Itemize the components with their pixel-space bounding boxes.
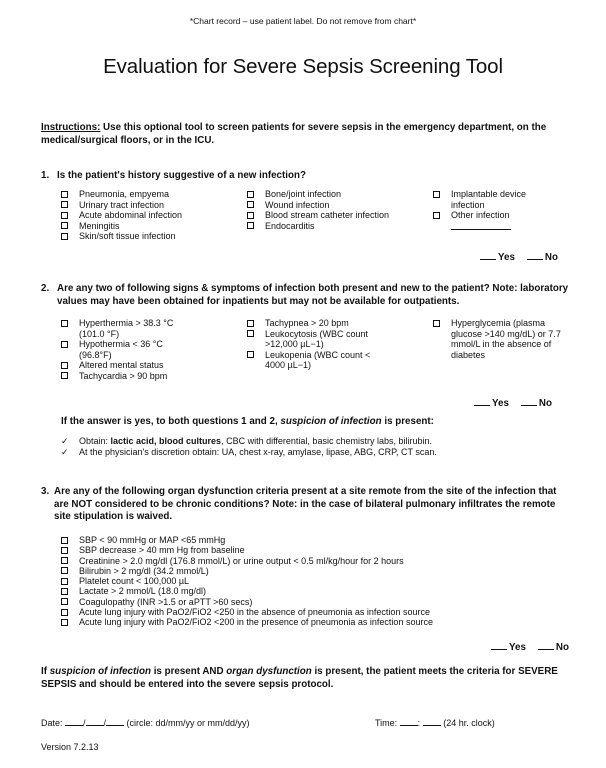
page-title: Evaluation for Severe Sepsis Screening Tool (103, 55, 503, 78)
q3-option[interactable]: Acute lung injury with PaO2/FiO2 <200 in the presence of pneumonia as infection source (61, 617, 561, 627)
checkbox[interactable] (247, 320, 254, 327)
action-item: ✓ Obtain: lactic acid, blood cultures, CBC with differential, basic chemistry labs, bilirubin. (61, 436, 432, 446)
date-part-1-field[interactable] (65, 717, 83, 726)
q2-option[interactable]: Hypothermia < 36 °C (96.8°F) (61, 339, 186, 360)
q3-option[interactable]: Acute lung injury with PaO2/FiO2 <250 in the absence of pneumonia as infection source (61, 607, 561, 617)
checkbox[interactable] (61, 588, 68, 595)
question-3-text: Are any of the following organ dysfunction criteria present at a site remote from the site of the infection that are NOT considered to be chronic conditions? Note: in the case of bilateral pulmonary infiltrates the remote site stipulation is waived. (54, 486, 557, 522)
question-1 (41, 170, 581, 183)
q2-column-2 (247, 318, 377, 371)
checkbox[interactable] (247, 191, 254, 198)
instructions (41, 122, 581, 147)
checkbox[interactable] (61, 537, 68, 544)
date-part-3-field[interactable] (106, 717, 124, 726)
q1-column-3 (433, 189, 543, 232)
q2-no-blank[interactable] (521, 405, 537, 406)
q3-yes-blank[interactable] (491, 649, 507, 650)
q1-yes-no: Yes No (480, 252, 558, 263)
q1-column-2 (247, 189, 397, 231)
time-hours-field[interactable] (400, 717, 418, 726)
checkbox[interactable] (61, 362, 68, 369)
severe-sepsis-conclusion: If suspicion of infection is present AND organ dysfunction is present, the patient meets the criteria for SEVERE SEPSIS and should be entered into the severe sepsis protocol. (41, 666, 558, 690)
q1-option[interactable]: Acute abdominal infection (61, 210, 231, 221)
checkbox[interactable] (61, 320, 68, 327)
question-3 (41, 486, 561, 524)
q1-option[interactable]: Endocarditis (247, 221, 397, 232)
q3-yes-no: Yes No (491, 642, 569, 653)
checkbox[interactable] (247, 201, 254, 208)
q2-yes-no: Yes No (474, 398, 552, 409)
action-item: ✓ At the physician's discretion obtain: UA, chest x-ray, amylase, lipase, ABG, CRP, CT scan. (61, 447, 437, 457)
checkmark-icon: ✓ (61, 447, 69, 457)
q2-option[interactable]: Altered mental status (61, 360, 186, 371)
q2-column-3 (433, 318, 563, 360)
question-3-number: 3. (41, 486, 50, 497)
date-field-row: Date: / / (circle: dd/mm/yy or mm/dd/yy) (41, 718, 250, 728)
q3-option[interactable]: Creatinine > 2.0 mg/dl (176.8 mmol/L) or urine output < 0.5 ml/kg/hour for 2 hours (61, 556, 561, 566)
checkbox[interactable] (61, 191, 68, 198)
q1-option[interactable]: Blood stream catheter infection (247, 210, 397, 221)
q2-yes-blank[interactable] (474, 405, 490, 406)
instructions-label: Instructions: (41, 122, 101, 133)
q2-option[interactable]: Hyperthermia > 38.3 °C (101.0 °F) (61, 318, 186, 339)
checkbox[interactable] (61, 598, 68, 605)
version-label: Version 7.2.13 (41, 742, 99, 752)
checkbox[interactable] (247, 212, 254, 219)
q2-option[interactable]: Leukocytosis (WBC count >12,000 µL−1) (247, 329, 377, 350)
checkbox[interactable] (61, 547, 68, 554)
question-1-number: 1. (41, 170, 50, 181)
q1-option[interactable]: Other infection (433, 210, 543, 221)
q1-option[interactable]: Wound infection (247, 200, 397, 211)
q3-no-blank[interactable] (538, 649, 554, 650)
time-field-row: Time: : (24 hr. clock) (375, 718, 495, 728)
q1-option[interactable]: Implantable device infection (433, 189, 543, 210)
checkbox[interactable] (433, 320, 440, 327)
q1-column-1 (61, 189, 231, 242)
checkbox[interactable] (247, 351, 254, 358)
checkmark-icon: ✓ (61, 436, 69, 446)
checkbox[interactable] (61, 372, 68, 379)
checkbox[interactable] (433, 212, 440, 219)
recommended-actions-list (61, 436, 581, 458)
checkbox[interactable] (247, 330, 254, 337)
time-minutes-field[interactable] (423, 717, 441, 726)
q1-option[interactable]: Urinary tract infection (61, 200, 231, 211)
q1-no-blank[interactable] (527, 259, 543, 260)
question-2-text: Are any two of following signs & symptoms of infection both present and new to the patient? Note: laboratory values may have been obtained for inpatients but may not be available for outpatients. (57, 283, 569, 307)
checkbox[interactable] (61, 557, 68, 564)
instructions-text: Use this optional tool to screen patients for severe sepsis in the emergency department, on the medical/surgical floors, or in the ICU. (41, 122, 547, 146)
other-infection-blank[interactable] (433, 221, 543, 233)
q3-option[interactable]: Lactate > 2 mmol/L (18.0 mg/dl) (61, 586, 561, 596)
question-1-text: Is the patient's history suggestive of a new infection? (57, 170, 306, 181)
q1-option[interactable]: Pneumonia, empyema (61, 189, 231, 200)
q1-option[interactable]: Meningitis (61, 221, 231, 232)
question-2-number: 2. (41, 283, 50, 294)
checkbox[interactable] (61, 212, 68, 219)
suspicion-of-infection-lead: If the answer is yes, to both questions 1 and 2, suspicion of infection is present: (61, 416, 434, 427)
checkbox[interactable] (61, 567, 68, 574)
checkbox[interactable] (61, 341, 68, 348)
checkbox[interactable] (433, 191, 440, 198)
question-2 (41, 283, 581, 308)
q3-criteria-list (61, 535, 561, 628)
checkbox[interactable] (61, 233, 68, 240)
chart-record-note: *Chart record – use patient label. Do not remove from chart* (189, 16, 417, 26)
checkbox[interactable] (247, 222, 254, 229)
checkbox[interactable] (61, 222, 68, 229)
checkbox[interactable] (61, 619, 68, 626)
other-infection-field[interactable] (451, 221, 511, 230)
q3-option[interactable]: SBP < 90 mmHg or MAP <65 mmHg (61, 535, 561, 545)
q3-option[interactable]: Coagulopathy (INR >1.5 or aPTT >60 secs) (61, 597, 561, 607)
q1-yes-blank[interactable] (480, 259, 496, 260)
q2-option[interactable]: Hyperglycemia (plasma glucose >140 mg/dL) or 7.7 mmol/L in the absence of diabetes (433, 318, 563, 360)
checkbox[interactable] (61, 201, 68, 208)
q2-column-1 (61, 318, 186, 382)
q3-option[interactable]: SBP decrease > 40 mm Hg from baseline (61, 545, 561, 555)
q2-option[interactable]: Tachypnea > 20 bpm (247, 318, 377, 329)
date-part-2-field[interactable] (86, 717, 104, 726)
q3-option[interactable]: Platelet count < 100,000 µL (61, 576, 561, 586)
checkbox[interactable] (61, 609, 68, 616)
q2-option[interactable]: Leukopenia (WBC count < 4000 µL−1) (247, 350, 377, 371)
checkbox[interactable] (61, 578, 68, 585)
q2-option[interactable]: Tachycardia > 90 bpm (61, 371, 186, 382)
q3-option[interactable]: Bilirubin > 2 mg/dl (34.2 mmol/L) (61, 566, 561, 576)
q1-option[interactable]: Skin/soft tissue infection (61, 231, 231, 242)
q1-option[interactable]: Bone/joint infection (247, 189, 397, 200)
